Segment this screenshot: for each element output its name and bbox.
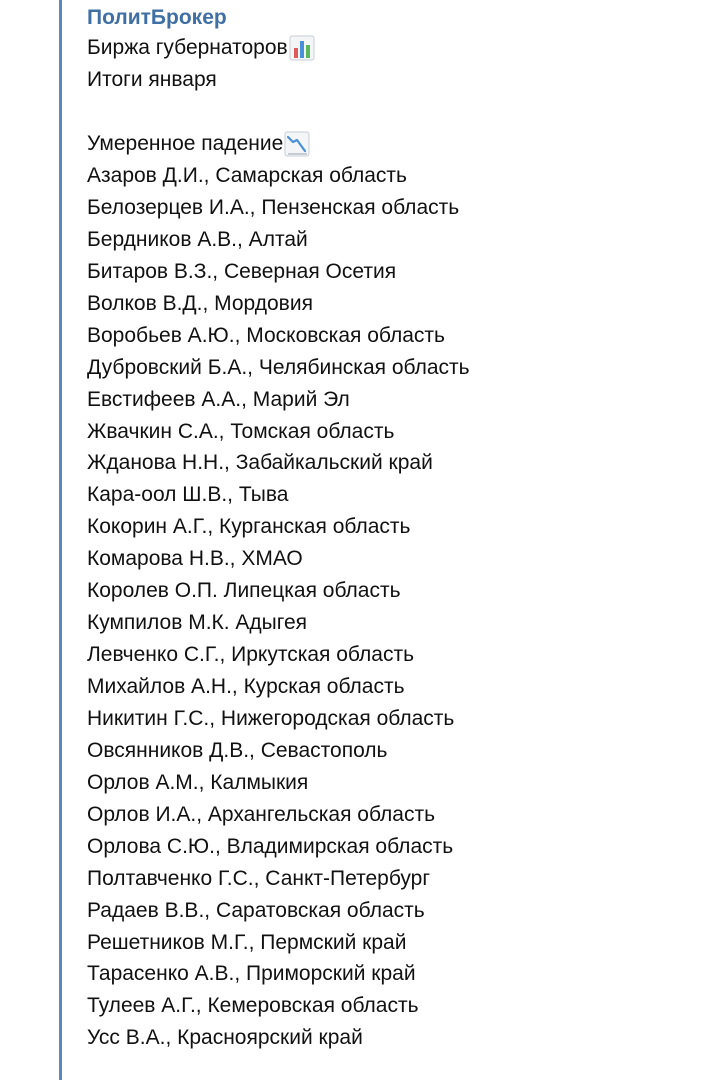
list-item: Решетников М.Г., Пермский край [87, 930, 407, 954]
chart-decreasing-emoji-icon [284, 131, 310, 157]
list-item: Михайлов А.Н., Курская область [87, 675, 405, 698]
list-item: Воробьев А.Ю., Московская область [87, 323, 445, 347]
bar-chart-emoji-icon [289, 35, 315, 61]
post-subtitle-text: Итоги января [87, 68, 217, 91]
list-item: Усс В.А., Красноярский край [87, 1026, 363, 1050]
list-item: Дубровский Б.А., Челябинская область [87, 355, 470, 379]
post-title: Биржа губернаторов [87, 36, 288, 59]
list-item: Левченко С.Г., Иркутская область [87, 643, 415, 667]
list-item: Кара-оол Ш.В., Тыва [87, 483, 289, 507]
list-item: Овсянников Д.В., Севастополь [87, 738, 388, 762]
list-item: Полтавченко Г.С., Санкт-Петербург [87, 866, 431, 890]
section-heading: Умеренное падение [87, 132, 284, 155]
list-item: Кокорин А.Г., Курганская область [87, 515, 411, 539]
list-item: Орлов А.М., Калмыкия [87, 770, 309, 794]
list-item: Тулеев А.Г., Кемеровская область [87, 994, 419, 1018]
list-item: Королев О.П. Липецкая область [87, 579, 401, 603]
list-item: Никитин Г.С., Нижегородская область [87, 706, 455, 730]
post-subtitle [87, 64, 710, 96]
list-item: Тарасенко А.В., Приморский край [87, 962, 416, 986]
author-name[interactable]: ПолитБрокер [87, 6, 227, 29]
quote-bar [59, 0, 62, 1080]
list-item: Жвачкин С.А., Томская область [87, 419, 395, 443]
list-item: Белозерцев И.А., Пензенская область [87, 195, 460, 219]
list-item: Битаров В.З., Северная Осетия [87, 259, 397, 283]
list-item: Орлова С.Ю., Владимирская область [87, 834, 454, 858]
list-item: Азаров Д.И., Самарская область [87, 164, 407, 187]
post-title-line [87, 32, 710, 64]
list-item: Волков В.Д., Мордовия [87, 291, 313, 315]
governor-list [87, 160, 710, 1054]
list-item: Бердников А.В., Алтай [87, 227, 308, 251]
blank-line [87, 96, 710, 128]
list-item: Евстифеев А.А., Марий Эл [87, 387, 350, 411]
list-item: Орлов И.А., Архангельская область [87, 802, 436, 826]
message-post [87, 4, 710, 1054]
list-item: Жданова Н.Н., Забайкальский край [87, 451, 433, 475]
section-heading-line [87, 128, 710, 160]
list-item: Радаев В.В., Саратовская область [87, 898, 425, 922]
list-item: Комарова Н.В., ХМАО [87, 547, 303, 571]
list-item: Кумпилов М.К. Адыгея [87, 611, 308, 635]
